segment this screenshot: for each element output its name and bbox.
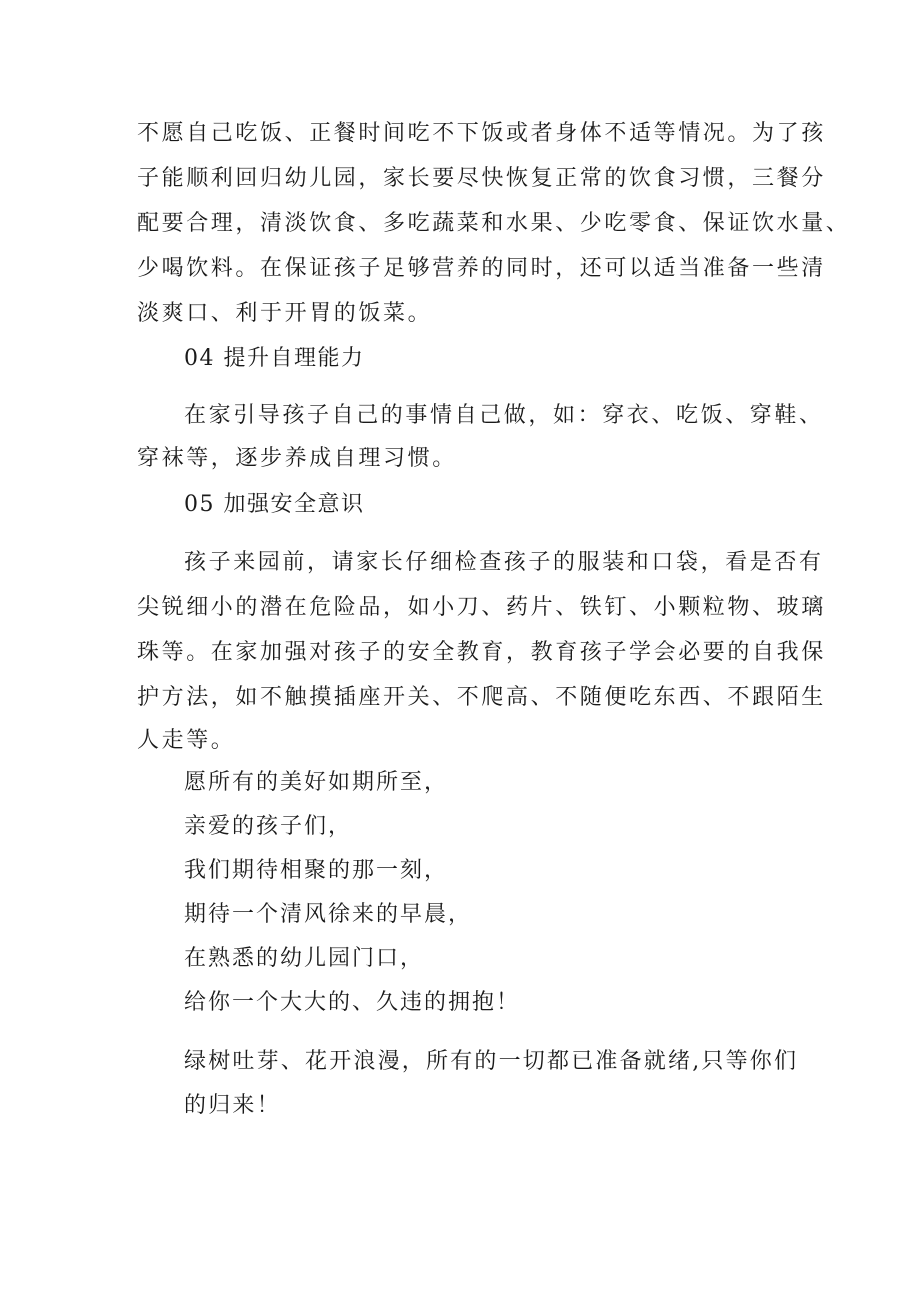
section-05-line-3: 珠等。在家加强对孩子的安全教育，教育孩子学会必要的自我保 [137,640,826,665]
section-05-line-1: 孩子来园前，请家长仔细检查孩子的服装和口袋，看是否有 [184,550,824,575]
intro-line-4: 少喝饮料。在保证孩子足够营养的同时，还可以适当准备一些清 [137,256,826,281]
intro-line-2: 子能顺利回归幼儿园，家长要尽快恢复正常的饮食习惯，三餐分 [137,166,826,191]
section-04-heading: 04 提升自理能力 [184,346,365,371]
intro-line-3: 配要合理，清淡饮食、多吃蔬菜和水果、少吃零食、保证饮水量、 [137,211,851,236]
section-05-line-2: 尖锐细小的潜在危险品，如小刀、药片、铁钉、小颗粒物、玻璃 [137,595,826,620]
section-05-heading: 05 加强安全意识 [184,492,365,517]
poem-line-3: 我们期待相聚的那一刻， [184,858,449,883]
poem-line-5: 在熟悉的幼儿园门口， [184,946,425,971]
section-04-line-1: 在家引导孩子自己的事情自己做，如：穿衣、吃饭、穿鞋、 [184,403,824,428]
intro-line-1: 不愿自己吃饭、正餐时间吃不下饭或者身体不适等情况。为了孩 [137,121,826,146]
intro-line-5: 淡爽口、利于开胃的饭菜。 [137,301,433,326]
poem-line-1: 愿所有的美好如期所至， [184,770,449,795]
closing-line-2: 的归来！ [184,1093,281,1118]
section-05-line-5: 人走等。 [137,728,236,753]
poem-line-6: 给你一个大大的、久违的拥抱！ [184,990,521,1015]
section-05-line-4: 护方法，如不触摸插座开关、不爬高、不随便吃东西、不跟陌生 [137,685,826,710]
poem-line-2: 亲爱的孩子们， [184,814,353,839]
poem-line-4: 期待一个清风徐来的早晨， [184,902,473,927]
section-04-line-2: 穿袜等，逐步养成自理习惯。 [137,446,457,471]
closing-line-1: 绿树吐芽、花开浪漫，所有的一切都已准备就绪,只等你们 [184,1049,799,1074]
